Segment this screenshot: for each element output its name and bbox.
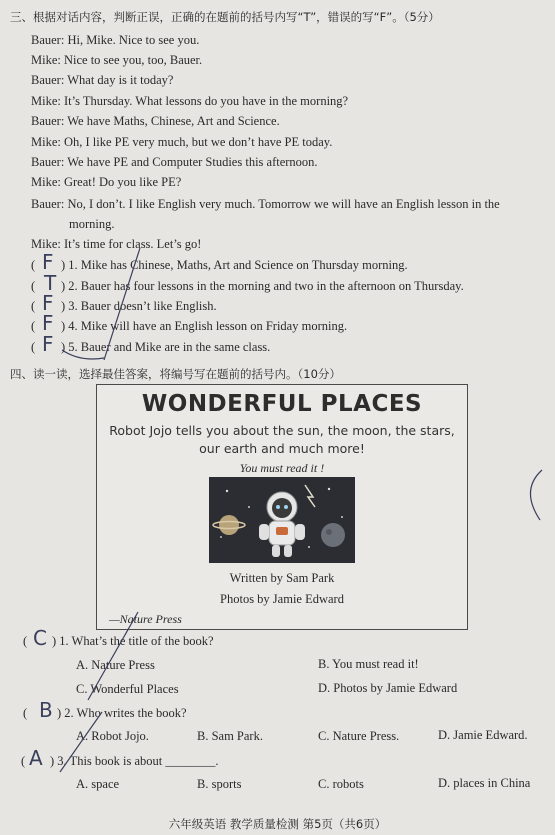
question-stem: ) 3. This book is about ________.	[50, 754, 219, 768]
dialogue-line: Mike: It’s time for class. Let’s go!	[31, 237, 202, 251]
poster-description: our earth and much more!	[199, 441, 365, 456]
handwritten-answer: F	[42, 291, 54, 315]
dialogue-line: Mike: Nice to see you, too, Bauer.	[31, 53, 203, 67]
handwritten-answer: B	[39, 698, 53, 722]
poster-photographer: Photos by Jamie Edward	[220, 592, 344, 606]
handwritten-answer: F	[42, 311, 54, 335]
statement: ) 1. Mike has Chinese, Maths, Art and Science on Thursday morning.	[61, 258, 408, 272]
option: B. You must read it!	[318, 657, 419, 671]
option: D. places in China	[438, 776, 531, 790]
option: B. Sam Park.	[197, 729, 263, 743]
option: A. Robot Jojo.	[76, 729, 149, 743]
dialogue-line: Bauer: Hi, Mike. Nice to see you.	[31, 33, 200, 47]
handwritten-answer: T	[44, 271, 57, 295]
statement: ) 4. Mike will have an English lesson on Friday morning.	[61, 319, 348, 333]
dialogue-line: Bauer: No, I don’t. I like English very much. Tomorrow we will have an English lesson in the	[31, 197, 500, 211]
option: C. Wonderful Places	[76, 682, 179, 696]
handwritten-answer: F	[42, 250, 54, 274]
statement-open-paren: (	[31, 340, 36, 354]
handwritten-answer: A	[29, 746, 43, 770]
statement: ) 2. Bauer has four lessons in the morning and two in the afternoon on Thursday.	[61, 279, 464, 293]
poster-description: Robot Jojo tells you about the sun, the moon, the stars,	[109, 423, 455, 438]
dialogue-line: Mike: Oh, I like PE very much, but we don’t have PE today.	[31, 135, 333, 149]
option: C. robots	[318, 777, 364, 791]
section-4-header: 四、读一读，选择最佳答案，将编号写在题前的括号内。（10分）	[10, 367, 341, 381]
poster-tagline: You must read it !	[239, 461, 325, 475]
poster-publisher: —Nature Press	[109, 612, 182, 626]
option: A. Nature Press	[76, 658, 155, 672]
poster-title: WONDERFUL PLACES	[141, 391, 423, 417]
dialogue-line: Bauer: We have PE and Computer Studies this afternoon.	[31, 155, 318, 169]
section-3-header: 三、根据对话内容，判断正误，正确的在题前的括号内写“T”，错误的写“F”。（5分）	[10, 10, 440, 24]
question-open-paren: (	[21, 754, 26, 768]
handwritten-answer: C	[33, 626, 47, 650]
dialogue-line: Mike: Great! Do you like PE?	[31, 175, 182, 189]
dialogue-line: morning.	[69, 217, 115, 231]
statement: ) 3. Bauer doesn’t like English.	[61, 299, 217, 313]
statement-open-paren: (	[31, 319, 36, 333]
question-stem: ) 1. What’s the title of the book?	[52, 634, 214, 648]
dialogue-line: Bauer: What day is it today?	[31, 73, 174, 87]
statement: ) 5. Bauer and Mike are in the same class.	[61, 340, 271, 354]
handwritten-answer: F	[42, 332, 54, 356]
question-stem: ) 2. Who writes the book?	[57, 706, 187, 720]
option: B. sports	[197, 777, 242, 791]
dialogue-line: Bauer: We have Maths, Chinese, Art and Science.	[31, 114, 280, 128]
question-open-paren: (	[23, 634, 28, 648]
dialogue-line: Mike: It’s Thursday. What lessons do you have in the morning?	[31, 94, 349, 108]
statement-open-paren: (	[31, 299, 36, 313]
option: A. space	[76, 777, 120, 791]
statement-open-paren: (	[31, 258, 36, 272]
question-open-paren: (	[23, 706, 28, 720]
page-footer: 六年级英语 教学质量检测 第5页（共6页）	[168, 817, 387, 831]
poster-author: Written by Sam Park	[229, 571, 335, 585]
option: D. Photos by Jamie Edward	[318, 681, 458, 695]
statement-open-paren: (	[31, 279, 36, 293]
option: C. Nature Press.	[318, 729, 400, 743]
option: D. Jamie Edward.	[438, 728, 528, 742]
